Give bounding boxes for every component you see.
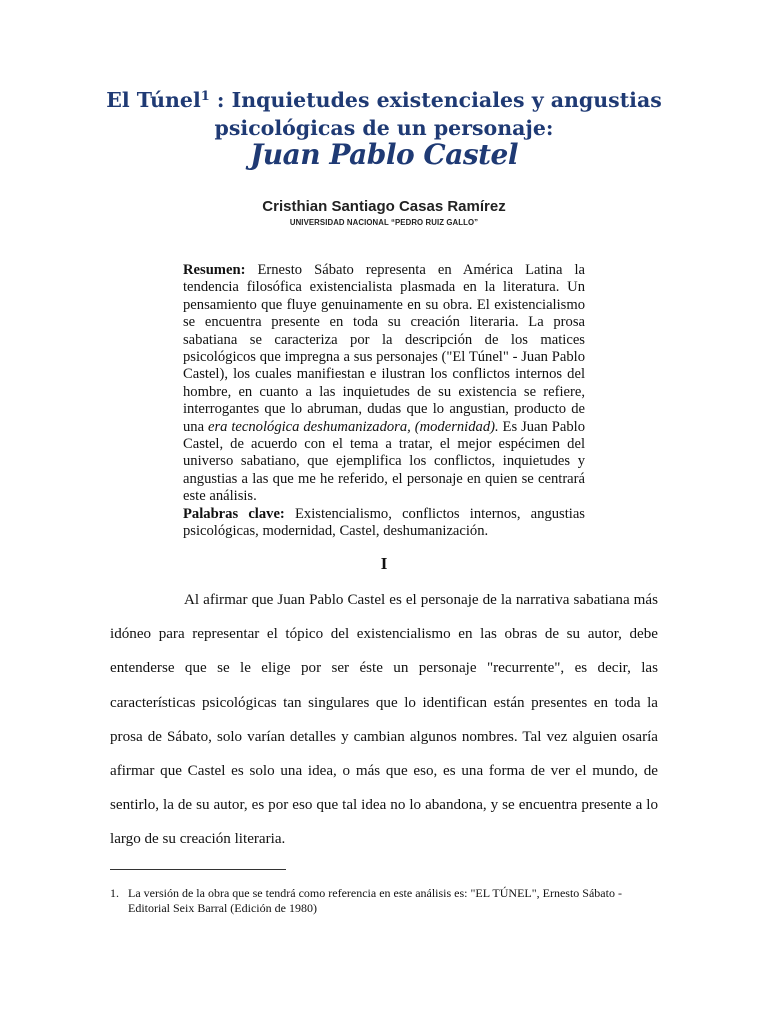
article-subtitle: Juan Pablo Castel [249, 138, 518, 171]
keywords-paragraph [183, 506, 585, 541]
author-affiliation: UNIVERSIDAD NACIONAL “PEDRO RUIZ GALLO” [289, 218, 479, 227]
footnote-divider [110, 869, 286, 870]
abstract-text-part2: Es Juan Pablo Castel, de acuerdo con el tema a tratar, el mejor espécimen del universo sabatiano, que ejemplifica los conflictos, inquietudes y angustias a las que me he referido, el personaje en quien se centrará este análisis. [183, 418, 585, 505]
title-text-start: El Túnel [106, 88, 201, 112]
abstract-italic-phrase: era tecnológica deshumanizadora, (modernidad). [208, 418, 499, 435]
keywords-text: Existencialismo, conflictos internos, angustias psicológicas, modernidad, Castel, deshumanización. [183, 505, 585, 540]
footnote-marker: 1 [200, 89, 210, 104]
abstract-block [183, 262, 585, 541]
footnote [110, 886, 660, 916]
section-heading: I [380, 554, 388, 573]
keywords-label: Palabras clave: [183, 505, 285, 522]
footnote-text: La versión de la obra que se tendrá como referencia en este análisis es: "EL TÚNEL", Ernesto Sábato - Editorial Seix Barral (Edición de 1980) [128, 886, 622, 915]
author-name: Cristhian Santiago Casas Ramírez [262, 198, 506, 215]
footnote-number: 1. [110, 886, 119, 900]
body-paragraph: Al afirmar que Juan Pablo Castel es el personaje de la narrativa sabatiana más idóneo para representar el tópico del existencialismo en las obras de su autor, debe entenderse que se le elige por ser éste un personaje "recurrente", es decir, las características psicológicas tan singulares que lo identifican están presentes en toda la prosa de Sábato, solo varían detalles y cambian algunos nombres. Tal vez alguien osaría afirmar que Castel es solo una idea, o más que eso, es una forma de ver el mundo, de sentirlo, la de su autor, es por eso que tal idea no lo abandona, y se encuentra presente a lo largo de su creación literaria. [110, 592, 658, 848]
article-title [100, 86, 668, 142]
abstract-text-part1: Ernesto Sábato representa en América Latina la tendencia filosófica existencialista plasmada en la literatura. Un pensamiento que fluye genuinamente en su obra. El existencialismo se encuentra presente en toda su creación literaria. La prosa sabatiana se caracteriza por la descripción de los matices psicológicos que impregna a sus personajes ("El Túnel" - Juan Pablo Castel), los cuales manifiestan e ilustran los conflictos internos del hombre, en cuanto a las inquietudes de su existencia se refiere, interrogantes que lo abruman, dudas que lo angustian, producto de una [183, 262, 585, 435]
abstract-paragraph [183, 262, 585, 506]
body-section [110, 583, 658, 857]
abstract-label: Resumen: [183, 262, 246, 278]
title-text-rest: : Inquietudes existenciales y angustias psicológicas de un personaje: [209, 88, 662, 140]
